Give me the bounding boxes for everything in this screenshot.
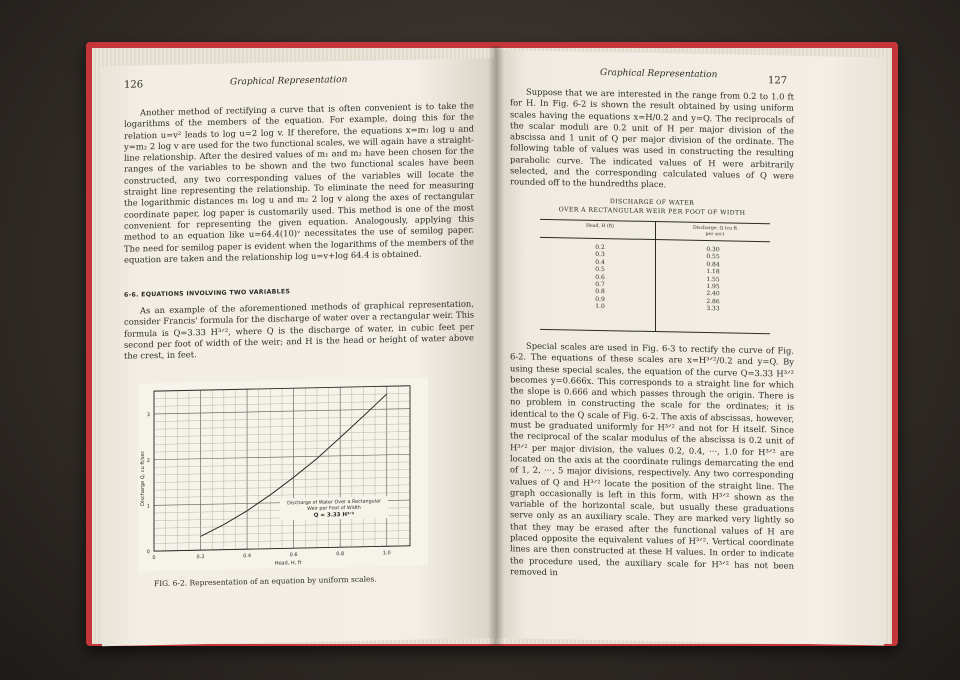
y-tick-label: 2 xyxy=(146,457,150,464)
table-cell-discharge: 1.18 xyxy=(706,268,720,276)
table-cell-head: 0.9 xyxy=(595,295,605,303)
table-cell-head: 0.2 xyxy=(595,243,605,252)
figure-caption: FIG. 6-2. Representation of an equation by uniform scales. xyxy=(154,574,377,589)
x-tick-label: 0.6 xyxy=(289,552,298,559)
x-axis-label: Head, H, ft xyxy=(274,560,302,567)
table-cell-discharge: 2.86 xyxy=(706,297,720,306)
table-column-discharge-values xyxy=(698,246,728,313)
table-cell-head: 0.6 xyxy=(595,273,605,281)
table-cell-discharge: 0.55 xyxy=(706,253,720,261)
y-tick-label: 0 xyxy=(146,549,150,556)
x-tick-label: 1.0 xyxy=(382,550,391,557)
discharge-table xyxy=(540,219,770,335)
running-head-right: Graphical Representation xyxy=(600,67,718,81)
table-cell-discharge: 0.84 xyxy=(706,260,720,269)
y-tick-label: 1 xyxy=(146,503,150,510)
table-cell-discharge: 3.33 xyxy=(706,305,720,313)
running-head-left: Graphical Representation xyxy=(230,75,348,88)
table-cell-discharge: 2.40 xyxy=(706,290,720,298)
left-page xyxy=(102,58,494,646)
paragraph-francis-formula: As an example of the aforementioned methods of graphical representation, consider Francis' formula for the discharge of water over a rectangular weir. This formula is Q=3.33 H³ᐟ², where Q is the discharge of water, in cubic feet per second per foot of width of the weir; and H is the head or height of water above the crest, in feet. xyxy=(124,298,474,361)
table-cell-head: 1.0 xyxy=(595,303,605,311)
page-number-left: 126 xyxy=(124,79,144,91)
table-cell-head: 0.7 xyxy=(595,280,605,289)
table-cell-head: 0.8 xyxy=(595,288,605,296)
x-tick-label: 0.2 xyxy=(196,554,205,561)
table-cell-discharge: 1.55 xyxy=(706,275,720,283)
chart-annotation xyxy=(280,496,388,520)
right-page xyxy=(496,50,884,645)
table-cell-discharge: 1.95 xyxy=(706,283,720,291)
y-tick-label: 3 xyxy=(146,412,150,419)
paragraph-special-scales: Special scales are used in Fig. 6-3 to rectify the curve of Fig. 6-2. The equations of these scales are x=H³ᐟ²/0.2 and y=Q. By using these special scales, the equation of the curve Q=3.33 H³ᐟ² becomes y=0.666x. This corresponds to a straight line for which the slope is 0.666 and which passes through the origin. There is no problem in constructing the scale for the ordinates; it is identical to the Q scale of Fig. 6-2. The axis of abscissas, however, must be graduated uniformly for H³ᐟ² and not for H itself. Since the reciprocal of the scalar modulus of the abscissa is 0.2 unit of H³ᐟ² per major division, the values 0.2, 0.4, ···, 1.0 for H³ᐟ² are located on the axis at the coordinate rulings demarcating the end of 1, 2, ···, 5 major divisions, respectively. Any two corresponding values of Q and H³ᐟ² locate the position of the straight line. The graph occasionally is left in this form, with H³ᐟ² shown as the variable of the horizontal scale, but usually these graduations serve only as an auxiliary scale. They are marked very lightly so that they may be erased after the functional values of H are placed opposite the equivalent values of H³ᐟ². Vertical coordinate lines are then constructed at these H values. In order to indicate the procedure used, the auxiliary scale for H³ᐟ² has not been removed in xyxy=(510,340,794,578)
figure-6-2-chart xyxy=(138,377,428,571)
annotation-line-1: Discharge of Water Over a Rectangular xyxy=(287,499,381,507)
table-header-discharge: Discharge, Q (cu ft per sec) xyxy=(692,225,738,237)
table-cell-head: 0.3 xyxy=(595,251,605,259)
x-tick-label: 0 xyxy=(152,555,156,562)
annotation-line-3: Q = 3.33 H³ᐟ² xyxy=(313,511,355,519)
annotation-line-2: Weir per Foot of Width xyxy=(307,505,361,512)
table-cell-head: 0.5 xyxy=(595,266,605,274)
x-tick-label: 0.8 xyxy=(336,551,345,558)
table-title-1: DISCHARGE OF WATER xyxy=(609,198,695,207)
page-number-right: 127 xyxy=(768,75,788,87)
table-title-2: OVER A RECTANGULAR WEIR PER FOOT OF WIDTH xyxy=(558,206,746,217)
paragraph-log-method: Another method of rectifying a curve that is often convenient is to take the logarithms of the members of the equation. For example, doing this for the relation u=v² leads to log u=2 log v. If therefore, the equations x=m₁ log u and y=m₂ 2 log v are used for the two functional scales, we will again have a straight-line relationship. After the desired values of m₁ and m₂ have been chosen for the ranges of the variables to be shown and the two functional scales have been constructed, any two corresponding values of the variables will locate the straight line representing the relationship. To eliminate the need for measuring the logarithmic distances m₁ log u and m₂ 2 log v along the axes of rectangular coordinate paper, log paper is customarily used. This method is one of the most convenient for representing the given equation. Analogously, applying this method to an equation like u=64.4(10)ᵛ necessitates the use of semilog paper. The need for semilog paper is evident when the logarithms of the members of the equation are taken and the relationship log u=v+log 64.4 is obtained. xyxy=(124,100,474,265)
table-cell-discharge: 0.30 xyxy=(706,246,720,254)
section-heading: 6-6. EQUATIONS INVOLVING TWO VARIABLES xyxy=(124,288,291,299)
y-axis-label: Discharge Q, cu ft/sec xyxy=(140,450,146,506)
paragraph-range-setup: Suppose that we are interested in the range from 0.2 to 1.0 ft for H. In Fig. 6-2 is shown the result obtained by using uniform scales having the equations x=H/0.2 and y=Q. The reciprocals of the scalar moduli are 0.2 unit of H per major division of the abscissa and 1 unit of Q per major division of the ordinate. The following table of values was used in constructing the resulting parabolic curve. The indicated values of H were arbitrarily selected, and the corresponding calculated values of Q were rounded off to the hundredths place. xyxy=(510,86,794,190)
table-header-head: Head, H (ft) xyxy=(586,223,614,230)
x-tick-label: 0.4 xyxy=(243,553,252,560)
book-gutter xyxy=(488,46,504,646)
table-column-head-values xyxy=(585,244,615,311)
table-cell-head: 0.4 xyxy=(595,258,605,266)
